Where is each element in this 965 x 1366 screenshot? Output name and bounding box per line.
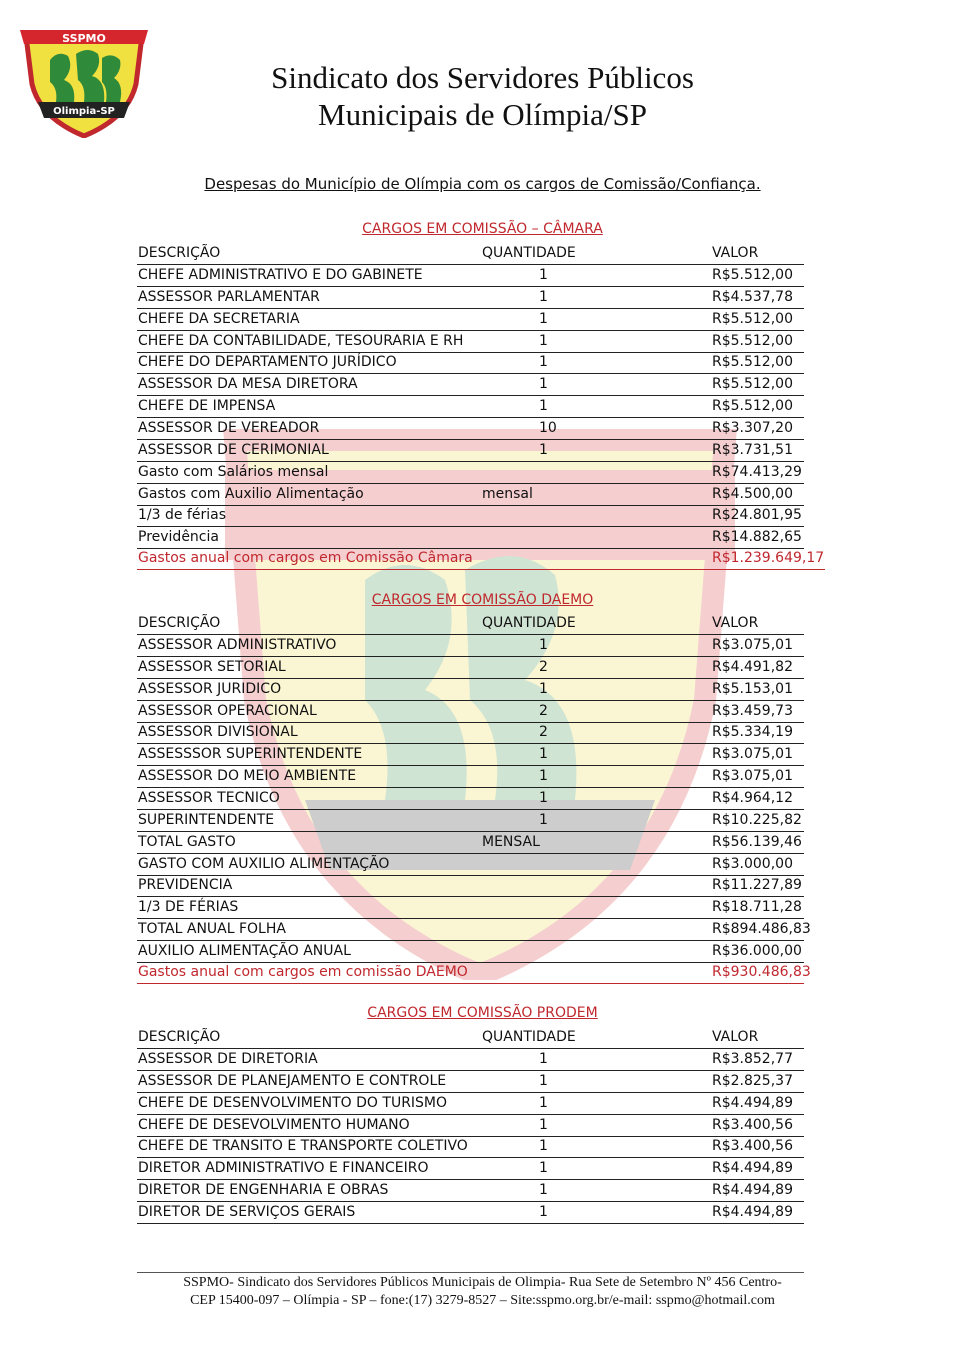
table-header-camara xyxy=(137,243,804,265)
section-title-prodem: CARGOS EM COMISSÃO PRODEM xyxy=(367,1005,598,1021)
row-value: R$3.459,73 xyxy=(712,702,793,719)
row-quantity: 1 xyxy=(539,376,548,393)
row-description: ASSESSOR DE CERIMONIAL xyxy=(138,441,329,458)
row-quantity: 1 xyxy=(539,811,548,828)
row-quantity: 1 xyxy=(539,1094,548,1111)
row-description: GASTO COM AUXILIO ALIMENTAÇÃO xyxy=(138,855,390,872)
table-row xyxy=(137,635,804,657)
page-title-line2: Municipais de Olímpia/SP xyxy=(318,97,647,132)
row-value: R$3.075,01 xyxy=(712,768,793,785)
table-row xyxy=(137,854,804,876)
row-description: Previdência xyxy=(138,529,219,546)
row-value: R$894.486,83 xyxy=(712,921,811,938)
table-row xyxy=(137,484,804,506)
row-description: ASSESSOR TECNICO xyxy=(138,789,280,806)
row-quantity: mensal xyxy=(482,485,533,502)
row-quantity: 1 xyxy=(539,1182,548,1199)
row-quantity: 1 xyxy=(539,789,548,806)
row-description: ASSESSOR DE VEREADOR xyxy=(138,419,320,436)
row-quantity: 1 xyxy=(539,1203,548,1220)
table-row xyxy=(137,897,804,919)
row-description: 1/3 DE FÉRIAS xyxy=(138,899,239,916)
daemo-total-row xyxy=(137,962,811,984)
row-value: R$18.711,28 xyxy=(712,899,802,916)
row-value: R$4.494,89 xyxy=(712,1203,793,1220)
row-description: PREVIDENCIA xyxy=(138,877,233,894)
row-description: 1/3 de férias xyxy=(138,507,226,524)
table-row xyxy=(137,462,804,484)
camara-total-label: Gastos anual com cargos em Comissão Câmara xyxy=(138,550,473,566)
row-quantity: 1 xyxy=(539,1072,548,1089)
table-row xyxy=(137,374,804,396)
row-description: CHEFE DA SECRETARIA xyxy=(138,310,300,327)
row-quantity: 2 xyxy=(539,658,548,675)
row-description: TOTAL GASTO xyxy=(138,833,236,850)
row-description: Gastos com Auxilio Alimentação xyxy=(138,485,364,502)
table-row xyxy=(137,1180,804,1202)
table-row xyxy=(137,701,804,723)
logo-sub: Olimpia-SP xyxy=(53,106,115,117)
row-value: R$10.225,82 xyxy=(712,811,802,828)
row-description: ASSESSOR PARLAMENTAR xyxy=(138,288,320,305)
footer-line1: SSPMO- Sindicato dos Servidores Públicos Municipais de Olimpia- Rua Sete de Setembro Nº 456 Centro- xyxy=(183,1275,782,1290)
row-description: ASSESSOR OPERACIONAL xyxy=(138,702,317,719)
row-description: CHEFE DE IMPENSA xyxy=(138,398,276,415)
table-row xyxy=(137,352,804,374)
column-header-value: VALOR xyxy=(712,615,759,631)
row-description: CHEFE DE DESENVOLVIMENTO DO TURISMO xyxy=(138,1094,448,1111)
table-row xyxy=(137,919,811,941)
row-value: R$4.494,89 xyxy=(712,1182,793,1199)
page-title-line1: Sindicato dos Servidores Públicos xyxy=(271,60,694,95)
row-quantity: 1 xyxy=(539,746,548,763)
row-quantity: 1 xyxy=(539,288,548,305)
footer-line2: CEP 15400-097 – Olímpia - SP – fone:(17) 3279-8527 – Site:sspmo.org.br/e-mail: sspmo@hotmail.com xyxy=(190,1293,775,1308)
row-description: DIRETOR DE ENGENHARIA E OBRAS xyxy=(138,1182,389,1199)
row-value: R$14.882,65 xyxy=(712,529,802,546)
row-quantity: 1 xyxy=(539,267,548,283)
table-row xyxy=(137,331,804,353)
table-row xyxy=(137,265,804,287)
row-quantity: 1 xyxy=(539,1051,548,1067)
row-value: R$5.153,01 xyxy=(712,680,793,697)
row-description: CHEFE DE TRANSITO E TRANSPORTE COLETIVO xyxy=(138,1138,468,1155)
row-quantity: 2 xyxy=(539,724,548,741)
row-value: R$11.227,89 xyxy=(712,877,802,894)
table-row xyxy=(137,1158,804,1180)
row-value: R$74.413,29 xyxy=(712,463,802,480)
table-row xyxy=(137,722,804,744)
row-value: R$3.000,00 xyxy=(712,855,793,872)
row-description: TOTAL ANUAL FOLHA xyxy=(138,921,286,938)
table-row xyxy=(137,679,804,701)
row-quantity: 1 xyxy=(539,1138,548,1155)
column-header-qty: QUANTIDADE xyxy=(482,1029,576,1045)
table-row xyxy=(137,287,804,309)
row-value: R$4.964,12 xyxy=(712,789,793,806)
row-quantity: MENSAL xyxy=(482,833,540,850)
table-row xyxy=(137,810,804,832)
row-description: CHEFE DA CONTABILIDADE, TESOURARIA E RH xyxy=(138,332,464,349)
row-value: R$5.512,00 xyxy=(712,267,793,283)
table-row xyxy=(137,1115,804,1137)
row-value: R$3.731,51 xyxy=(712,441,793,458)
column-header-value: VALOR xyxy=(712,245,759,261)
table-row xyxy=(137,505,804,527)
row-description: DIRETOR ADMINISTRATIVO E FINANCEIRO xyxy=(138,1160,429,1177)
row-description: CHEFE DO DEPARTAMENTO JURÍDICO xyxy=(138,354,397,371)
row-value: R$3.307,20 xyxy=(712,419,793,436)
daemo-total-label: Gastos anual com cargos em comissão DAEMO xyxy=(138,964,468,980)
column-header-value: VALOR xyxy=(712,1029,759,1045)
row-value: R$5.512,00 xyxy=(712,376,793,393)
row-quantity: 1 xyxy=(539,332,548,349)
table-row xyxy=(137,1071,804,1093)
row-value: R$24.801,95 xyxy=(712,507,802,524)
table-row xyxy=(137,527,804,549)
row-quantity: 1 xyxy=(539,398,548,415)
row-value: R$36.000,00 xyxy=(712,942,802,959)
row-value: R$4.491,82 xyxy=(712,658,793,675)
row-description: ASSESSOR JURIDICO xyxy=(138,680,282,697)
table-row xyxy=(137,1136,804,1158)
row-quantity: 1 xyxy=(539,637,548,653)
table-row xyxy=(137,941,804,963)
column-header-desc: DESCRIÇÃO xyxy=(138,1029,221,1045)
row-description: ASSESSOR DE DIRETORIA xyxy=(138,1051,318,1067)
row-value: R$4.494,89 xyxy=(712,1094,793,1111)
column-header-desc: DESCRIÇÃO xyxy=(138,245,221,261)
table-header-prodem xyxy=(137,1027,804,1049)
row-value: R$5.512,00 xyxy=(712,354,793,371)
camara-total-value: R$1.239.649,17 xyxy=(712,550,825,566)
table-row xyxy=(137,832,804,854)
row-quantity: 1 xyxy=(539,441,548,458)
table-row xyxy=(137,744,804,766)
row-value: R$3.075,01 xyxy=(712,637,793,653)
row-value: R$5.512,00 xyxy=(712,332,793,349)
row-value: R$56.139,46 xyxy=(712,833,802,850)
row-quantity: 1 xyxy=(539,1160,548,1177)
table-header-daemo xyxy=(137,613,804,635)
footer-divider xyxy=(137,1272,804,1273)
table-row xyxy=(137,875,804,897)
table-row xyxy=(137,766,804,788)
table-row xyxy=(137,1093,804,1115)
row-description: ASSESSSOR SUPERINTENDENTE xyxy=(138,746,363,763)
row-description: ASSESSOR DA MESA DIRETORA xyxy=(138,376,358,393)
row-description: ASSESSOR ADMINISTRATIVO xyxy=(138,637,337,653)
section-title-camara: CARGOS EM COMISSÃO – CÂMARA xyxy=(362,221,603,237)
row-description: CHEFE ADMINISTRATIVO E DO GABINETE xyxy=(138,267,423,283)
row-description: ASSESSOR DO MEIO AMBIENTE xyxy=(138,768,357,785)
table-row xyxy=(137,1202,804,1224)
row-quantity: 1 xyxy=(539,768,548,785)
row-quantity: 1 xyxy=(539,1116,548,1133)
column-header-qty: QUANTIDADE xyxy=(482,615,576,631)
row-quantity: 10 xyxy=(539,419,557,436)
row-quantity: 1 xyxy=(539,310,548,327)
row-value: R$3.400,56 xyxy=(712,1138,793,1155)
row-quantity: 2 xyxy=(539,702,548,719)
row-value: R$5.334,19 xyxy=(712,724,793,741)
row-value: R$5.512,00 xyxy=(712,398,793,415)
section-title-daemo: CARGOS EM COMISSÃO DAEMO xyxy=(371,592,594,608)
logo-text: SSPMO xyxy=(62,32,106,45)
row-value: R$3.075,01 xyxy=(712,746,793,763)
table-row xyxy=(137,657,804,679)
column-header-desc: DESCRIÇÃO xyxy=(138,615,221,631)
row-value: R$2.825,37 xyxy=(712,1072,793,1089)
row-quantity: 1 xyxy=(539,354,548,371)
table-row xyxy=(137,1049,804,1071)
table-row xyxy=(137,440,804,462)
camara-total-row xyxy=(137,548,825,570)
row-description: DIRETOR DE SERVIÇOS GERAIS xyxy=(138,1203,356,1220)
document-subtitle: Despesas do Município de Olímpia com os cargos de Comissão/Confiança. xyxy=(204,175,761,193)
table-row xyxy=(137,788,804,810)
column-header-qty: QUANTIDADE xyxy=(482,245,576,261)
row-description: ASSESSOR DE PLANEJAMENTO E CONTROLE xyxy=(138,1072,447,1089)
row-description: CHEFE DE DESEVOLVIMENTO HUMANO xyxy=(138,1116,410,1133)
row-description: ASSESSOR DIVISIONAL xyxy=(138,724,298,741)
row-value: R$3.400,56 xyxy=(712,1116,793,1133)
row-description: Gasto com Salários mensal xyxy=(138,463,329,480)
row-quantity: 1 xyxy=(539,680,548,697)
table-row xyxy=(137,396,804,418)
row-value: R$5.512,00 xyxy=(712,310,793,327)
row-description: SUPERINTENDENTE xyxy=(138,811,275,828)
row-value: R$4.494,89 xyxy=(712,1160,793,1177)
table-row xyxy=(137,309,804,331)
row-value: R$4.537,78 xyxy=(712,288,793,305)
row-description: ASSESSOR SETORIAL xyxy=(138,658,286,675)
row-value: R$3.852,77 xyxy=(712,1051,793,1067)
row-value: R$4.500,00 xyxy=(712,485,793,502)
table-row xyxy=(137,418,804,440)
row-description: AUXILIO ALIMENTAÇÃO ANUAL xyxy=(138,942,351,959)
daemo-total-value: R$930.486,83 xyxy=(712,964,811,980)
